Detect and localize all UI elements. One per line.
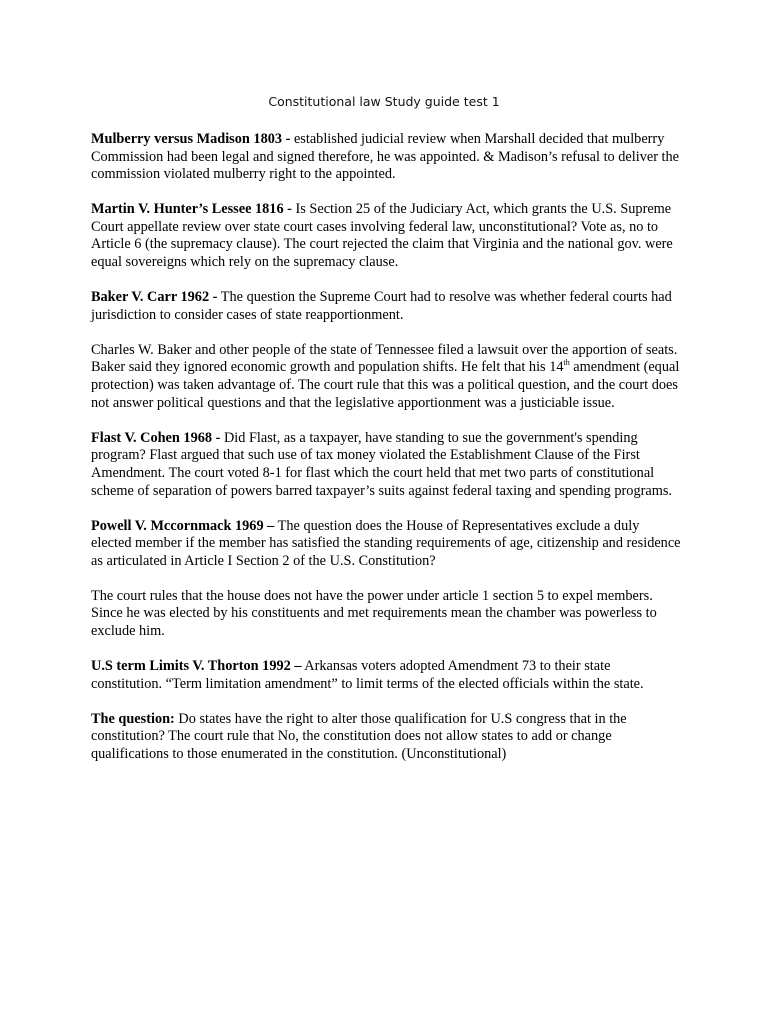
case-text: established judicial review when Marshall decided that mulberry Commission had been legal and signed therefore, he was appointed. & Madison’s refusal to deliver the commission violated mulberry right to the appointed. [91, 131, 680, 183]
powell-v-mccormack-ruling [91, 588, 681, 641]
case-text: Arkansas voters adopted Amendment 73 to their state constitution. “Term limitation amendment” to limit terms of the elected officials within the state. [91, 658, 644, 692]
ordinal-superscript: th [563, 358, 570, 368]
case-text: The question does the House of Representatives exclude a duly elected member if the member has satisfied the standing requirements of age, citizenship and residence as articulated in Article I Section 2 of the U.S. Constitution? [91, 517, 681, 569]
case-mulberry-v-madison [91, 131, 681, 184]
case-baker-v-carr [91, 289, 681, 324]
case-flast-v-cohen [91, 430, 681, 500]
question-text: Do states have the right to alter those qualification for U.S congress that in the constitution? The court rule that No, the constitution does not allow states to add or change qualifications to those enumerated in the constitution. (Unconstitutional) [91, 710, 627, 763]
case-heading: Flast V. Cohen 1968 - [91, 429, 221, 446]
case-heading: Baker V. Carr 1962 - [91, 289, 218, 306]
case-martin-v-hunters-lessee [91, 201, 681, 271]
case-heading: Mulberry versus Madison 1803 - [91, 131, 291, 147]
question-heading: The question: [91, 710, 175, 727]
paragraph-text: Charles W. Baker and other people of the state of Tennessee filed a lawsuit over the apportion of seats. Baker said they ignored economic growth and population shifts. He felt that his 14 [91, 341, 678, 376]
case-text: Is Section 25 of the Judiciary Act, which grants the U.S. Supreme Court appellate review over state court cases involving federal law, unconstitutional? Vote as, no to Article 6 (the supremacy clause). The court rejected the claim that Virginia and the national gov. were equal sovereigns which rely on the supremacy clause. [91, 201, 673, 271]
case-heading: U.S term Limits V. Thorton 1992 – [91, 658, 302, 675]
case-heading: Powell V. Mccornmack 1969 – [91, 517, 275, 534]
case-heading: Martin V. Hunter’s Lessee 1816 - [91, 201, 292, 218]
case-text: The question the Supreme Court had to resolve was whether federal courts had jurisdiction to consider cases of state reapportionment. [91, 289, 672, 323]
baker-v-carr-details [91, 342, 681, 412]
document-body [91, 131, 681, 781]
term-limits-question [91, 711, 681, 764]
case-text: Did Flast, as a taxpayer, have standing to sue the government's spending program? Flast argued that such use of tax money violated the Establishment Clause of the First Amendment. The court voted 8-1 for flast which the court held that met two parts of constitutional scheme of separation of powers barred taxpayer’s suits against federal taxing and spending programs. [91, 429, 672, 499]
case-us-term-limits-v-thornton [91, 658, 681, 693]
paragraph-text: amendment (equal protection) was taken advantage of. The court rule that this was a political question, and the court does not answer political questions and that the legislative apportionment was a justiciable issue. [91, 359, 680, 411]
case-powell-v-mccormack [91, 518, 681, 571]
document-title: Constitutional law Study guide test 1 [268, 94, 500, 109]
paragraph-text: The court rules that the house does not have the power under article 1 section 5 to expel members. Since he was elected by his constituents and met requirements mean the chamber was powerless to exclude him. [91, 587, 657, 640]
